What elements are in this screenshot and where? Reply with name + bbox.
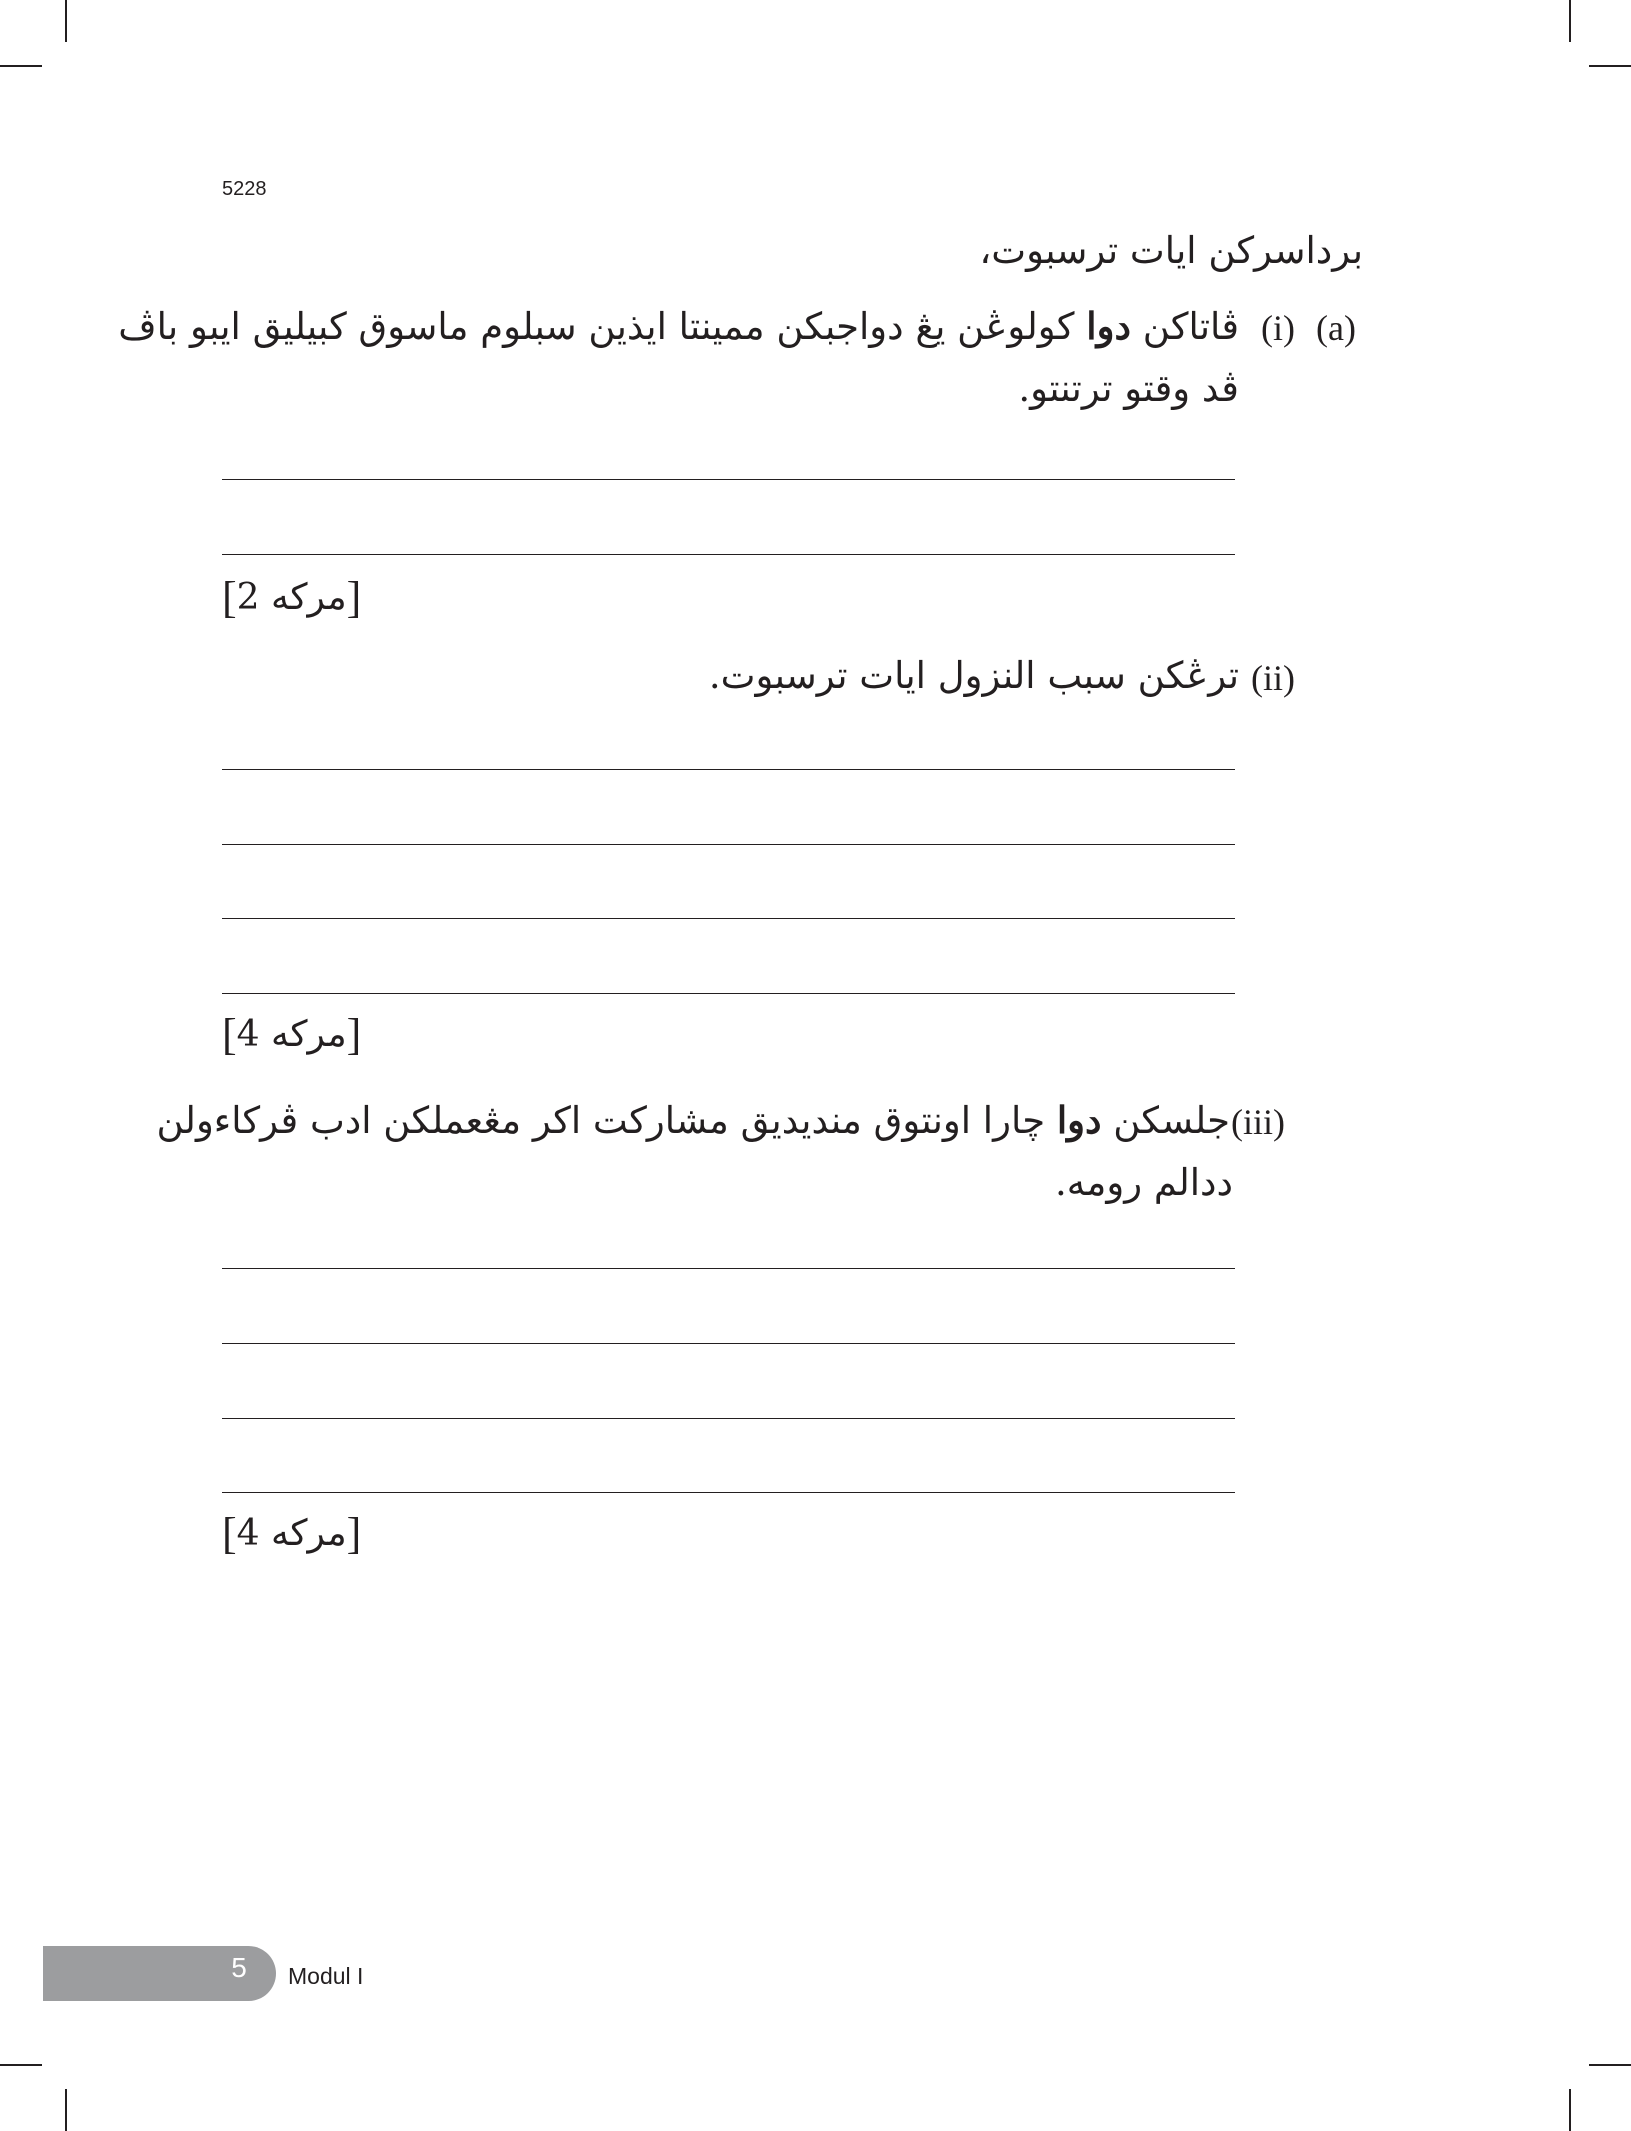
answer-line[interactable] bbox=[222, 918, 1235, 919]
crop-mark bbox=[1569, 2089, 1571, 2131]
question-a-i-line1: ڤاتاکن دوا کولوڠن يڠ دواجبکن ممينتا ايذين سبلوم ماسوق کبيليق ايبو باڤ bbox=[118, 304, 1239, 348]
page-number: 5 bbox=[231, 1952, 247, 1983]
question-label-iii: (iii) bbox=[1231, 1102, 1285, 1142]
answer-line[interactable] bbox=[222, 844, 1235, 845]
question-a-ii-text: ترڠکن سبب النزول ايات ترسبوت. bbox=[708, 654, 1239, 697]
crop-mark bbox=[65, 2089, 67, 2131]
answer-line[interactable] bbox=[222, 479, 1235, 480]
crop-mark bbox=[0, 2064, 42, 2066]
question-label-a: (a) bbox=[1316, 308, 1356, 348]
crop-mark bbox=[1589, 65, 1631, 67]
emphasis-text: دوا bbox=[1086, 304, 1131, 348]
crop-mark bbox=[1589, 2064, 1631, 2066]
answer-line[interactable] bbox=[222, 769, 1235, 770]
question-a-i-line2: ڤد وقتو ترتنتو. bbox=[1018, 367, 1239, 410]
question-a-iii-line1: جلسکن دوا چارا اونتوق منديديق مشارکت اکر مڠعملکن ادب ڤرکاءولن bbox=[156, 1098, 1230, 1142]
page-code: 5228 bbox=[222, 178, 267, 200]
emphasis-text: دوا bbox=[1056, 1098, 1102, 1142]
module-label: Modul I bbox=[288, 1963, 364, 1989]
question-label-i: (i) bbox=[1261, 308, 1295, 348]
answer-line[interactable] bbox=[222, 554, 1235, 555]
crop-mark bbox=[1569, 0, 1571, 42]
question-label-ii: (ii) bbox=[1251, 658, 1295, 698]
crop-mark bbox=[0, 65, 42, 67]
answer-line[interactable] bbox=[222, 1343, 1235, 1344]
marks-label: [4 مرکه] bbox=[222, 1509, 362, 1558]
question-intro: برداسرکن ايات ترسبوت، bbox=[979, 229, 1363, 272]
answer-line[interactable] bbox=[222, 1418, 1235, 1419]
crop-mark bbox=[65, 0, 67, 42]
answer-line[interactable] bbox=[222, 993, 1235, 994]
answer-line[interactable] bbox=[222, 1268, 1235, 1269]
answer-line[interactable] bbox=[222, 1492, 1235, 1493]
question-a-iii-line2: ددالم رومه. bbox=[1054, 1161, 1233, 1204]
marks-label: [2 مرکه] bbox=[222, 573, 362, 622]
marks-label: [4 مرکه] bbox=[222, 1010, 362, 1059]
